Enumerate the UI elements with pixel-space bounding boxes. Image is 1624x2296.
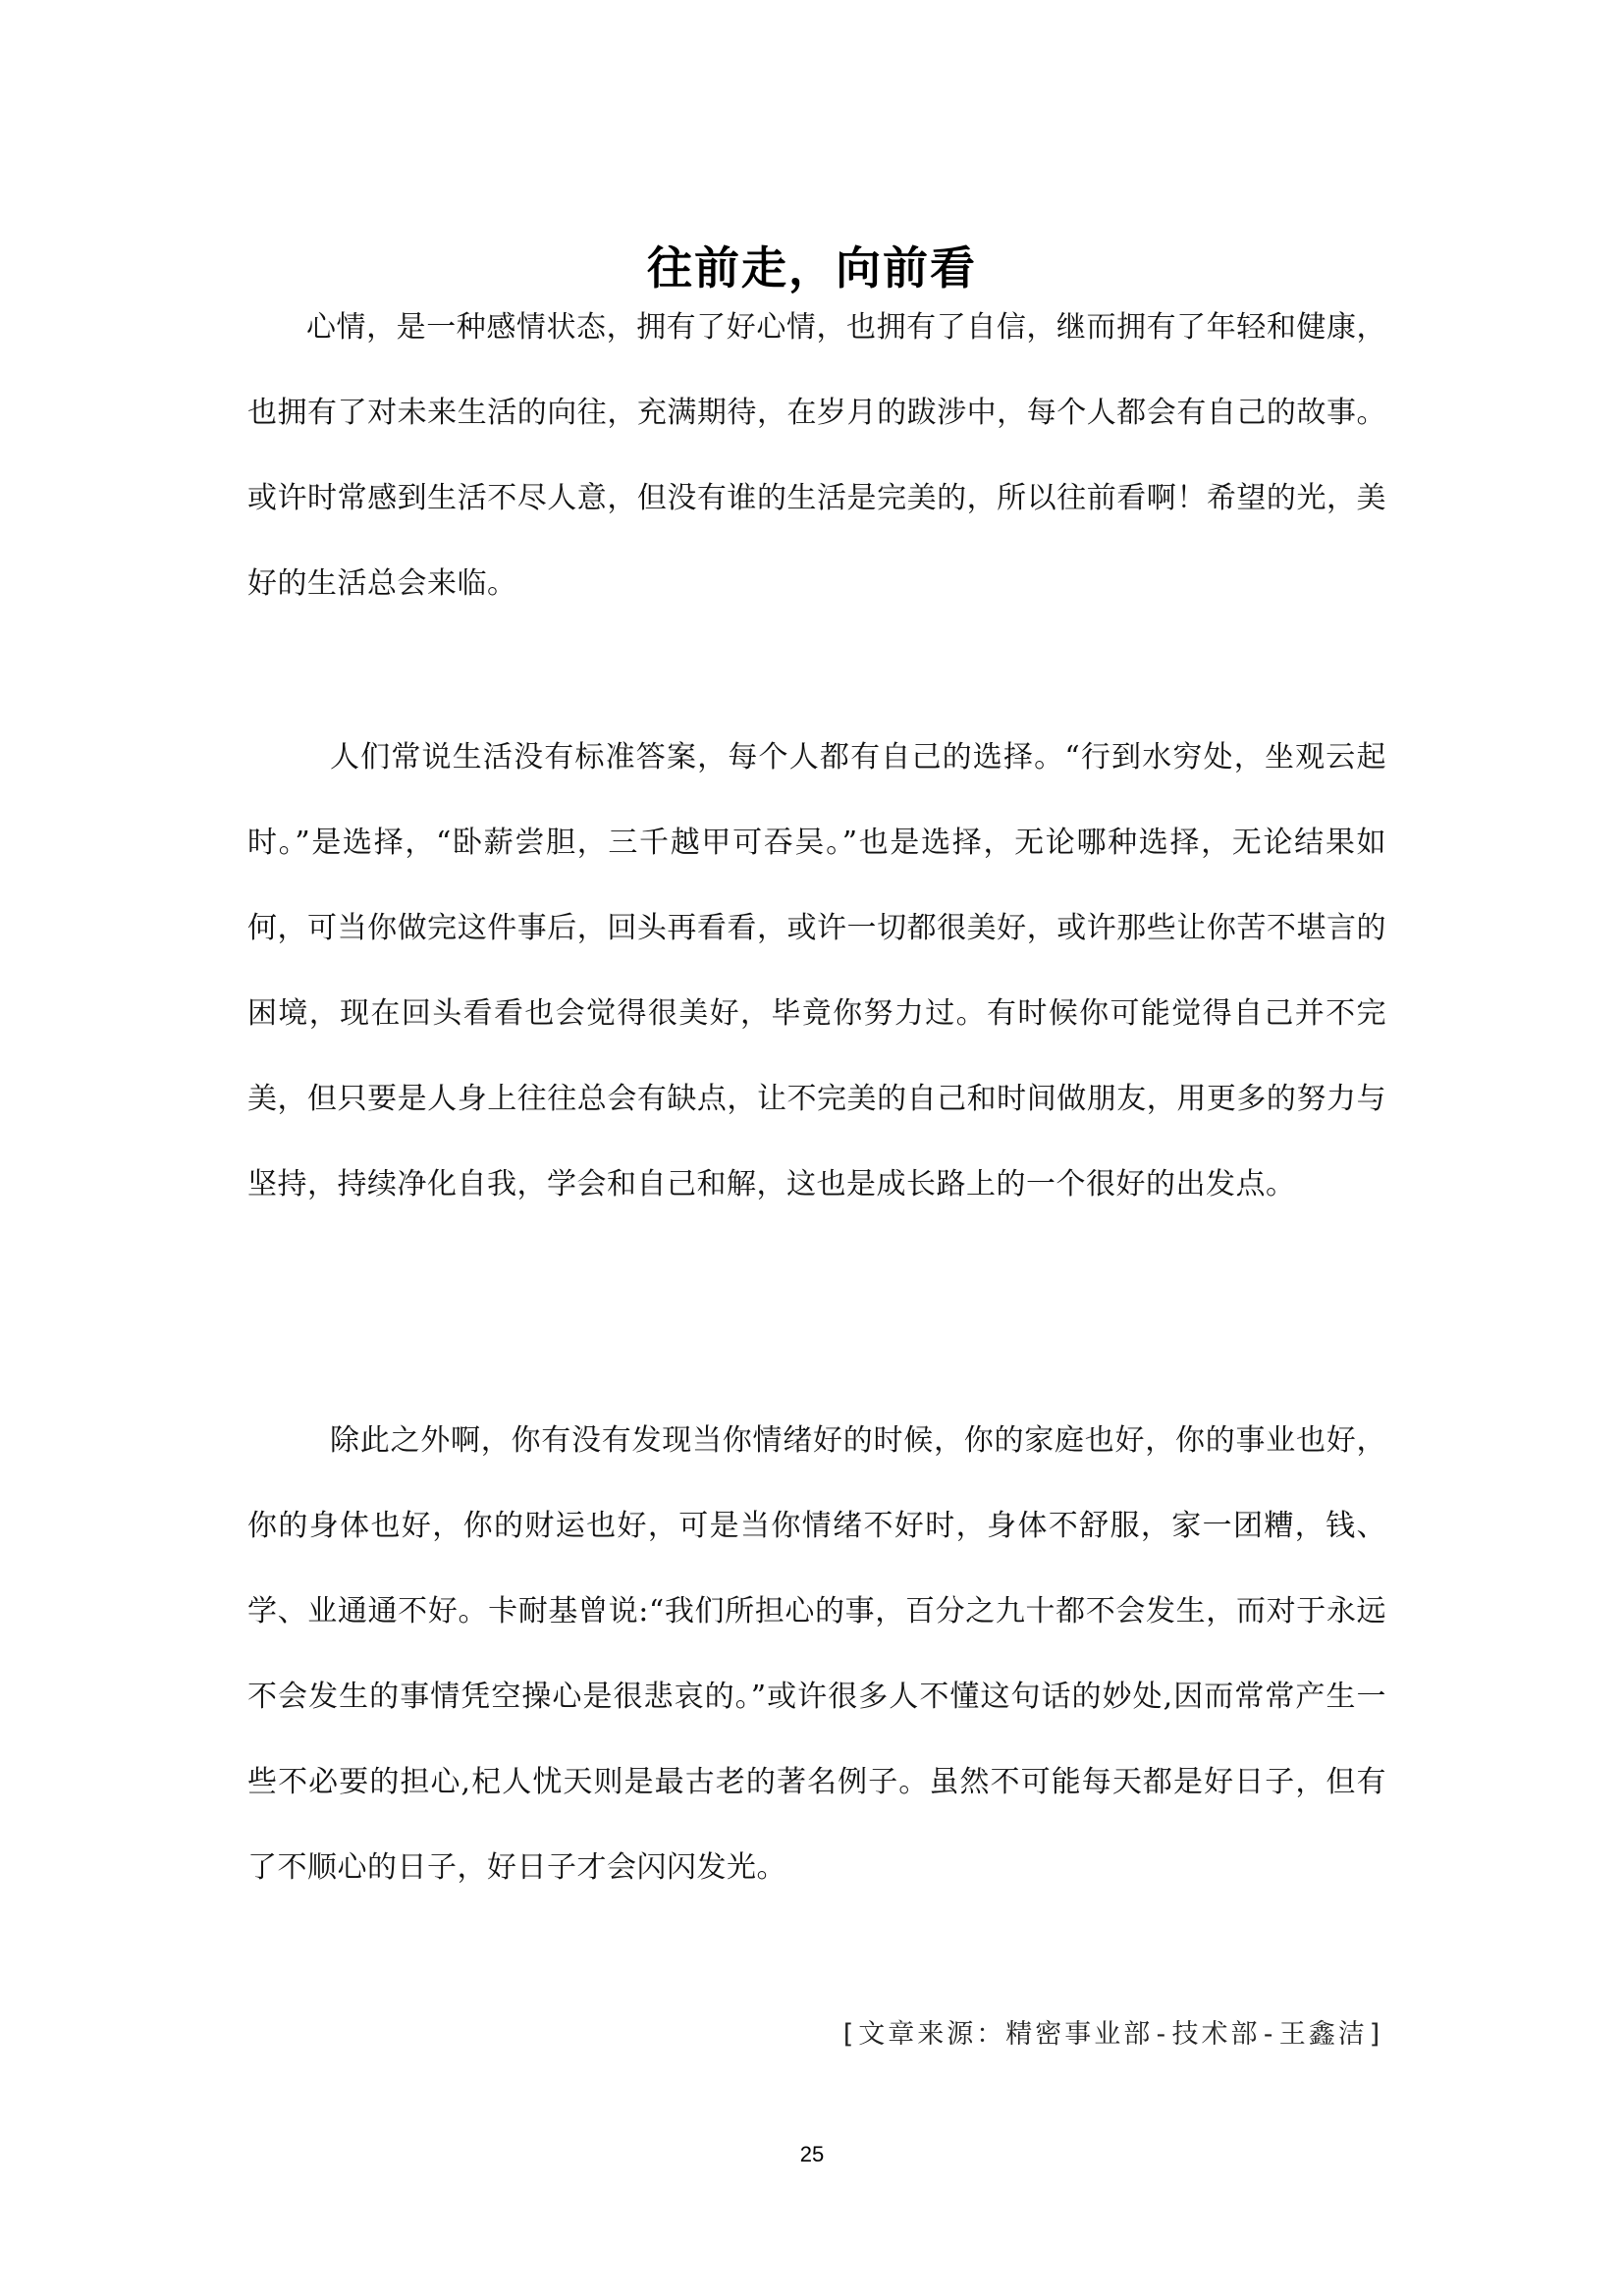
article-source: [文章来源：精密事业部-技术部-王鑫洁]: [839, 2019, 1386, 2050]
paragraph-3: 除此之外啊，你有没有发现当你情绪好的时候，你的家庭也好，你的事业也好，你的身体也好，你的财运也好，可是当你情绪不好时，身体不舒服，家一团糟，钱、学、业通通不好。卡耐基曾说:“我们所担心的事，百分之九十都不会发生，而对于永远不会发生的事情凭空操心是很悲哀的。”或许很多人不懂这句话的妙处,因而常常产生一些不必要的担心,杞人忧天则是最古老的著名例子。虽然不可能每天都是好日子，但有了不顺心的日子，好日子才会闪闪发光。: [247, 1423, 1386, 1885]
paragraph-1: 心情，是一种感情状态，拥有了好心情，也拥有了自信，继而拥有了年轻和健康，也拥有了对未来生活的向往，充满期待，在岁月的跋涉中，每个人都会有自己的故事。或许时常感到生活不尽人意，但没有谁的生活是完美的，所以往前看啊！希望的光，美好的生活总会来临。: [247, 310, 1386, 601]
page-number: 25: [799, 2142, 825, 2166]
paragraph-2: 人们常说生活没有标准答案，每个人都有自己的选择。“行到水穷处，坐观云起时。”是选择，“卧薪尝胆，三千越甲可吞吴。”也是选择，无论哪种选择，无论结果如何，可当你做完这件事后，回头再看看，或许一切都很美好，或许那些让你苦不堪言的困境，现在回头看看也会觉得很美好，毕竟你努力过。有时候你可能觉得自己并不完美，但只要是人身上往往总会有缺点，让不完美的自己和时间做朋友，用更多的努力与坚持，持续净化自我，学会和自己和解，这也是成长路上的一个很好的出发点。: [247, 740, 1386, 1201]
article-title: 往前走，向前看: [647, 240, 977, 294]
